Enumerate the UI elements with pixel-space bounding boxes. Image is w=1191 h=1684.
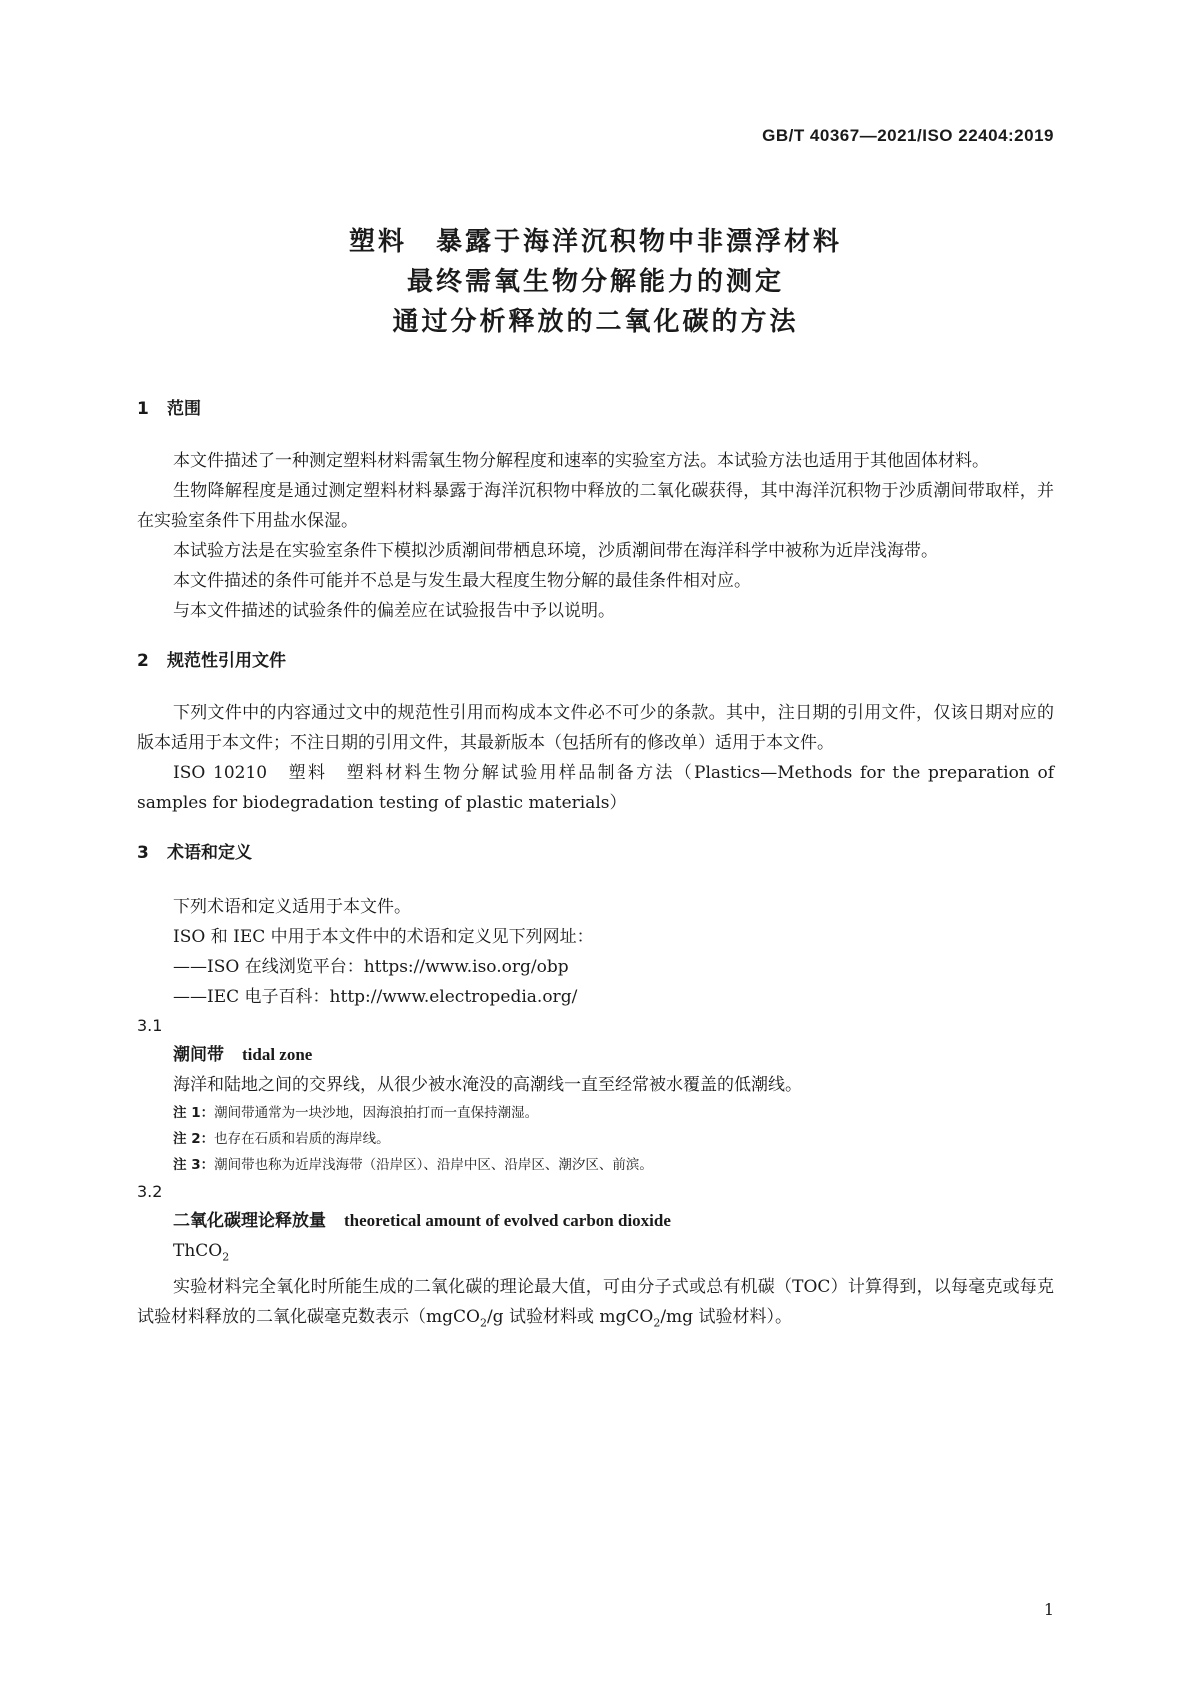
note-text: 潮间带通常为一块沙地，因海浪拍打而一直保持潮湿。 [214, 1105, 539, 1121]
term-3-1-note [137, 1126, 1054, 1152]
section-3-intro: ISO 和 IEC 中用于本文件中的术语和定义见下列网址： [173, 927, 594, 947]
section-3-heading [137, 840, 1054, 866]
section-1-number: 1 [137, 399, 149, 419]
term-3-1-name-cn: 潮间带 [173, 1045, 224, 1065]
section-3-intro: 下列术语和定义适用于本文件。 [173, 897, 411, 917]
term-3-2-symbol [137, 1236, 1054, 1272]
page-number: 1 [1043, 1600, 1054, 1619]
definition-part: /mg 试验材料）。 [660, 1307, 792, 1328]
definition-subscript: 2 [653, 1316, 661, 1330]
note-text: 也存在石质和岩质的海岸线。 [214, 1131, 390, 1147]
section-2-number: 2 [137, 651, 149, 671]
term-3-1-number: 3.1 [137, 1016, 163, 1035]
section-1-paragraph: 生物降解程度是通过测定塑料材料暴露于海洋沉积物中释放的二氧化碳获得，其中海洋沉积物于沙质潮间带取样，并在实验室条件下用盐水保湿。 [137, 481, 1054, 531]
normative-reference: ISO 10210 塑料 塑料材料生物分解试验用样品制备方法（Plastics—Methods for the preparation of samples for biodegradation testing of plastic materials） [137, 763, 1054, 813]
symbol-main: ThCO [173, 1241, 223, 1261]
section-2-heading [137, 648, 1054, 674]
note-label: 注 1： [173, 1105, 215, 1121]
section-1-paragraph: 本文件描述的条件可能并不总是与发生最大程度生物分解的最佳条件相对应。 [173, 571, 751, 591]
section-1-paragraph: 本文件描述了一种测定塑料材料需氧生物分解程度和速率的实验室方法。本试验方法也适用于其他固体材料。 [173, 451, 989, 471]
title-line-1: 塑料 暴露于海洋沉积物中非漂浮材料 [348, 227, 842, 257]
term-3-1-definition: 海洋和陆地之间的交界线，从很少被水淹没的高潮线一直至经常被水覆盖的低潮线。 [173, 1075, 802, 1095]
section-2-title: 规范性引用文件 [167, 651, 286, 671]
term-3-2-name [137, 1206, 1054, 1236]
section-2-paragraph: 下列文件中的内容通过文中的规范性引用而构成本文件必不可少的条款。其中，注日期的引用文件，仅该日期对应的版本适用于本文件；不注日期的引用文件，其最新版本（包括所有的修改单）适用于本文件。 [137, 703, 1054, 753]
document-title [0, 222, 1191, 342]
title-line-3: 通过分析释放的二氧化碳的方法 [392, 307, 799, 337]
iso-obp-link[interactable]: ——ISO 在线浏览平台：https://www.iso.org/obp [173, 957, 569, 977]
definition-subscript: 2 [479, 1316, 487, 1330]
term-3-2-name-en: theoretical amount of evolved carbon dioxide [344, 1211, 671, 1230]
term-3-1-note [137, 1100, 1054, 1126]
title-line-2: 最终需氧生物分解能力的测定 [406, 267, 784, 297]
term-3-1-name-en: tidal zone [242, 1045, 313, 1064]
section-1-paragraph: 与本文件描述的试验条件的偏差应在试验报告中予以说明。 [173, 601, 615, 621]
section-1-paragraph: 本试验方法是在实验室条件下模拟沙质潮间带栖息环境，沙质潮间带在海洋科学中被称为近岸浅海带。 [173, 541, 938, 561]
note-label: 注 2： [173, 1131, 215, 1147]
document-body [137, 396, 1054, 1339]
definition-part: /g 试验材料或 mgCO [486, 1307, 654, 1328]
section-3-number: 3 [137, 843, 149, 863]
note-text: 潮间带也称为近岸浅海带（沿岸区）、沿岸中区、沿岸区、潮汐区、前滨。 [214, 1157, 653, 1173]
section-1-heading [137, 396, 1054, 422]
standard-code: GB/T 40367—2021/ISO 22404:2019 [762, 126, 1054, 145]
symbol-subscript: 2 [222, 1250, 230, 1264]
note-label: 注 3： [173, 1157, 215, 1173]
term-3-1-name [137, 1040, 1054, 1070]
term-3-2-number: 3.2 [137, 1182, 163, 1201]
section-1-title: 范围 [167, 399, 201, 419]
term-3-2-definition [137, 1272, 1054, 1338]
term-3-1-note [137, 1152, 1054, 1178]
iec-electropedia-link[interactable]: ——IEC 电子百科：http://www.electropedia.org/ [173, 987, 578, 1007]
definition-part: 实验材料完全氧化时所能生成的二氧化碳的理论最大值，可由分子式或总有机碳（TOC）计算得到，以每毫克或每克试验材料释放的二氧化碳毫克数表示（mgCO [137, 1277, 1054, 1328]
term-3-2-name-cn: 二氧化碳理论释放量 [173, 1211, 326, 1231]
section-3-title: 术语和定义 [167, 843, 252, 863]
